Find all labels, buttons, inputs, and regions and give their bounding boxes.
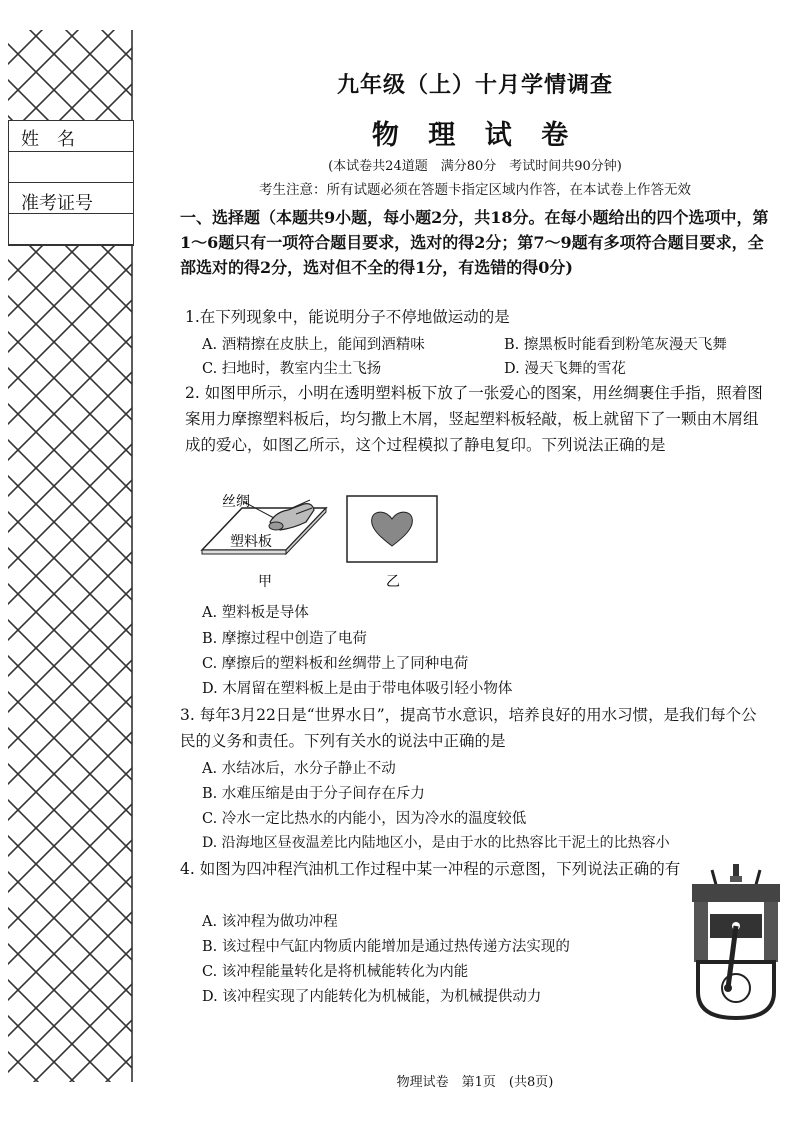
question-2-option-c: C. 摩擦后的塑料板和丝绸带上了同种电荷 [202, 656, 469, 672]
student-info-box [8, 120, 134, 246]
section-heading: 一、选择题（本题共9小题，每小题2分，共18分。在每小题给出的四个选项中，第1～6题只有一项符合题目要求，选对的得2分；第7～9题有多项符合题目要求，全部选对的得2分，选对但不全的得1分，有选错的得0分) [180, 208, 769, 277]
question-1-option-b: B. 擦黑板时能看到粉笔灰漫天飞舞 [504, 337, 727, 353]
question-3-option-c: C. 冷水一定比热水的内能小，因为冷水的温度较低 [202, 811, 527, 827]
question-4-stem: 4. 如图为四冲程汽油机工作过程中某一冲程的示意图，下列说法正确的有 [180, 860, 681, 878]
question-3-stem: 3. 每年3月22日是“世界水日”，提高节水意识，培养良好的用水习惯，是我们每个公民的义务和责任。下列有关水的说法中正确的是 [180, 706, 757, 750]
question-4-option-d: D. 该冲程实现了内能转化为机械能，为机械提供动力 [202, 989, 542, 1005]
question-4-option-c: C. 该冲程能量转化是将机械能转化为内能 [202, 964, 469, 980]
figure-b-caption: 乙 [386, 574, 400, 590]
figure-a-caption: 甲 [258, 574, 272, 590]
question-1-option-a: A. 酒精擦在皮肤上，能闻到酒精味 [202, 337, 425, 353]
id-label: 准考证号 [21, 193, 93, 214]
question-2-option-b: B. 摩擦过程中创造了电荷 [202, 631, 367, 647]
question-2-option-a: A. 塑料板是导体 [202, 605, 309, 621]
page-footer: 物理试卷 第1页 (共8页) [396, 1075, 554, 1090]
exam-info: (本试卷共24道题 满分80分 考试时间共90分钟) [328, 159, 622, 174]
question-2-figure [200, 488, 450, 598]
name-label: 姓 名 [21, 129, 75, 150]
question-4-option-a: A. 该冲程为做功冲程 [202, 914, 338, 930]
question-3-option-a: A. 水结冰后，水分子静止不动 [202, 761, 396, 777]
question-1-option-c: C. 扫地时，教室内尘土飞扬 [202, 361, 382, 377]
engine-cylinder-figure [688, 862, 784, 1022]
cylinder-wall-left [694, 902, 708, 962]
name-row [9, 121, 133, 183]
question-4-option-b: B. 该过程中气缸内物质内能增加是通过热传递方法实现的 [202, 939, 570, 955]
question-3-option-d: D. 沿海地区昼夜温差比内陆地区小，是由于水的比热容比干泥土的比热容小 [202, 835, 670, 851]
cylinder-wall-right [764, 902, 778, 962]
exam-title: 九年级（上）十月学情调查 [336, 72, 613, 98]
board-label: 塑料板 [230, 534, 272, 550]
id-row [9, 183, 133, 245]
question-2-stem: 2. 如图甲所示，小明在透明塑料板下放了一张爱心的图案，用丝绸裹住手指，照着图案用力摩擦塑料板后，均匀撒上木屑，竖起塑料板轻敲，板上就留下了一颗由木屑组成的爱心，如图乙所示，这个过程模拟了静电复印。下列说法正确的是 [185, 384, 763, 454]
figure-b-board [347, 496, 437, 562]
binding-strip [0, 0, 140, 1122]
crankcase-icon [698, 962, 774, 1018]
question-3-option-b: B. 水难压缩是由于分子间存在斥力 [202, 786, 425, 802]
question-1-stem: 1.在下列现象中，能说明分子不停地做运动的是 [185, 308, 510, 326]
exam-notice: 考生注意：所有试题必须在答题卡指定区域内作答，在本试卷上作答无效 [259, 182, 691, 198]
spark-plug-icon [733, 864, 739, 878]
silk-label: 丝绸 [222, 494, 250, 510]
question-2-option-d: D. 木屑留在塑料板上是由于带电体吸引轻小物体 [202, 681, 513, 697]
subject-title: 物 理 试 卷 [371, 120, 579, 151]
question-1-option-d: D. 漫天飞舞的雪花 [504, 361, 626, 377]
